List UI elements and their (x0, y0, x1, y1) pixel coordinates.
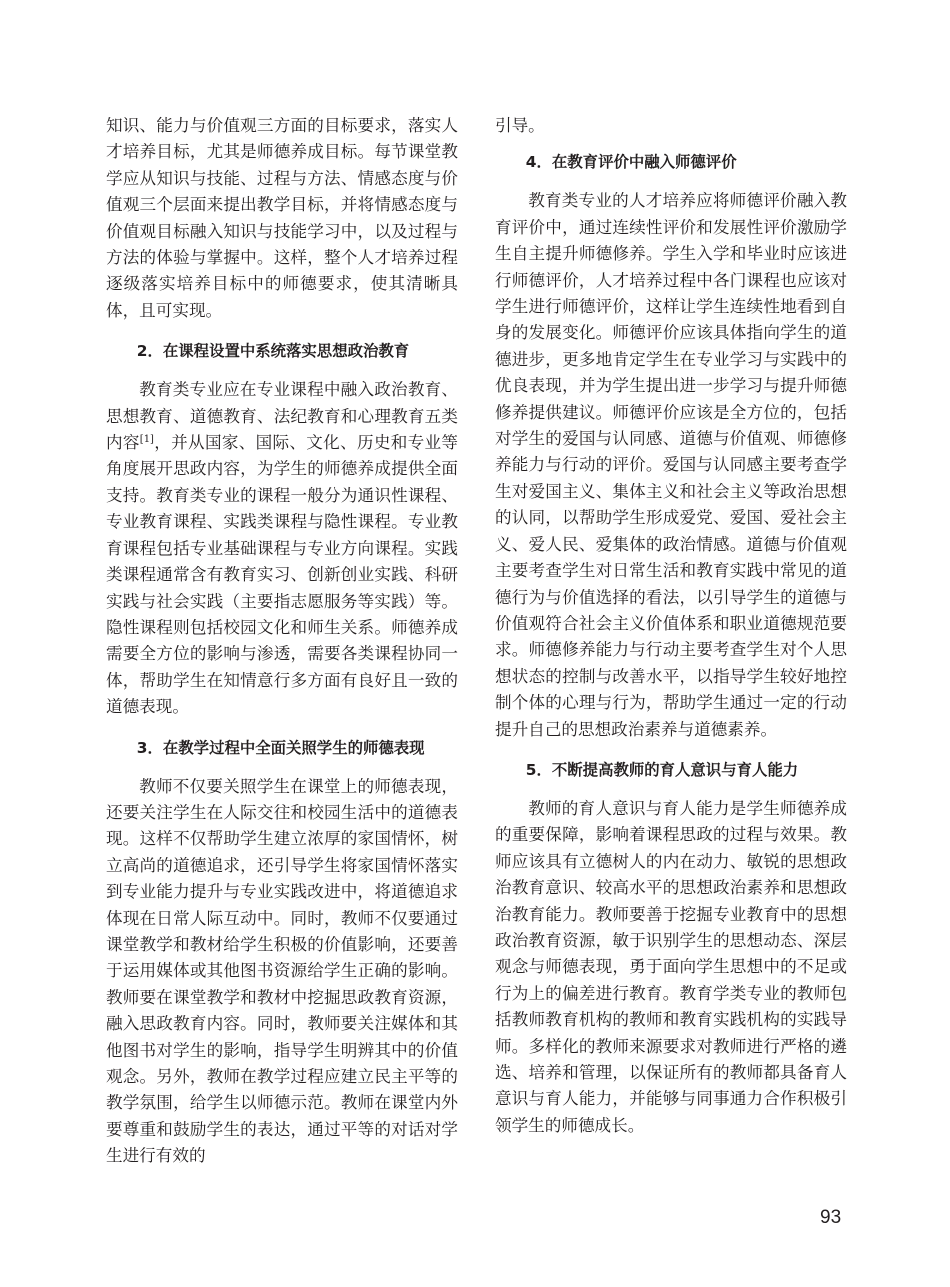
paragraph-section-4: 教育类专业的人才培养应将师德评价融入教育评价中，通过连续性评价和发展性评价激励学生自主提升师德修养。学生入学和毕业时应该进行师德评价，人才培养过程中各门课程也应该对学生进行师德评价，这样让学生连续性地看到自身的发展变化。师德评价应该具体指向学生的道德进步，更多地肯定学生在专业学习与实践中的优良表现，并为学生提出进一步学习与提升师德修养提供建议。师德评价应该是全方位的，包括对学生的爱国与认同感、道德与价值观、师德修养能力与行动的评价。爱国与认同感主要考查学生对爱国主义、集体主义和社会主义等政治思想的认同，以帮助学生形成爱党、爱国、爱社会主义、爱人民、爱集体的政治情感。道德与价值观主要考查学生对日常生活和教育实践中常见的道德行为与价值选择的看法，以引导学生的道德与价值观符合社会主义价值体系和职业道德规范要求。师德修养能力与行动主要考查学生对个人思想状态的控制与改善水平，以指导学生较好地控制个体的心理与行为，帮助学生通过一定的行动提升自己的思想政治素养与道德素养。 (495, 191, 847, 739)
paragraph-section-3-continued: 引导。 (495, 116, 545, 135)
paragraph-section-2-part-b: ，并从国家、国际、文化、历史和专业等角度展开思政内容，为学生的师德养成提供全面支持。教育类专业的课程一般分为通识性课程、专业教育课程、实践类课程与隐性课程。专业教育课程包括专业基础课程与专业方向课程。实践类课程通常含有教育实习、创新创业实践、科研实践与社会实践（主要指志愿服务等实践）等。隐性课程则包括校园文化和师生关系。师德养成需要全方位的影响与渗透，需要各类课程协同一体，帮助学生在知情意行多方面有良好且一致的道德表现。 (106, 433, 459, 717)
section-heading-2: 2．在课程设置中系统落实思想政治教育 (136, 342, 410, 361)
right-column (495, 113, 847, 1139)
section-heading-5: 5．不断提高教师的育人意识与育人能力 (525, 760, 799, 779)
section-heading-4: 4．在教育评价中融入师德评价 (525, 153, 737, 172)
paragraph-section-3: 教师不仅要关照学生在课堂上的师德表现，还要关注学生在人际交往和校园生活中的道德表现。这样不仅帮助学生建立浓厚的家国情怀，树立高尚的道德追求，还引导学生将家国情怀落实到专业能力提升与专业实践改进中，将道德追求体现在日常人际互动中。同时，教师不仅要通过课堂教学和教材给学生积极的价值影响，还要善于运用媒体或其他图书资源给学生正确的影响。教师要在课堂教学和教材中挖掘思政教育资源，融入思政教育内容。同时，教师要关注媒体和其他图书对学生的影响，指导学生明辨其中的价值观念。另外，教师在教学过程应建立民主平等的教学氛围，给学生以师德示范。教师在课堂内外要尊重和鼓励学生的表达，通过平等的对话对学生进行有效的 (106, 776, 458, 1166)
paragraph-section-2 (106, 377, 458, 720)
page-number: 93 (820, 1207, 842, 1228)
section-heading-3: 3．在教学过程中全面关照学生的师德表现 (136, 738, 425, 757)
paragraph-intro-continued: 知识、能力与价值观三方面的目标要求，落实人才培养目标，尤其是师德养成目标。每节课堂教学应从知识与技能、过程与方法、情感态度与价值观三个层面来提出教学目标，并将情感态度与价值观目标融入知识与技能学习中，以及过程与方法的体验与掌握中。这样，整个人才培养过程逐级落实培养目标中的师德要求，使其清晰具体，且可实现。 (106, 116, 458, 320)
paragraph-section-5: 教师的育人意识与育人能力是学生师德养成的重要保障，影响着课程思政的过程与效果。教师应该具有立德树人的内在动力、敏锐的思想政治教育意识、较高水平的思想政治素养和思想政治教育能力。教师要善于挖掘专业教育中的思想政治教育资源，敏于识别学生的思想动态、深层观念与师德表现，勇于面向学生思想中的不足或行为上的偏差进行教育。教育学类专业的教师包括教师教育机构的教师和教育实践机构的实践导师。多样化的教师来源要求对教师进行严格的遴选、培养和管理，以保证所有的教师都具备育人意识与育人能力，并能够与同事通力合作积极引领学生的师德成长。 (495, 798, 847, 1135)
citation-ref-1: [1] (139, 434, 154, 446)
paragraph-section-2-part-a: 教育类专业应在专业课程中融入政治教育、思想教育、道德教育、法纪教育和心理教育五类内容 (106, 380, 458, 453)
left-column (106, 113, 458, 1170)
